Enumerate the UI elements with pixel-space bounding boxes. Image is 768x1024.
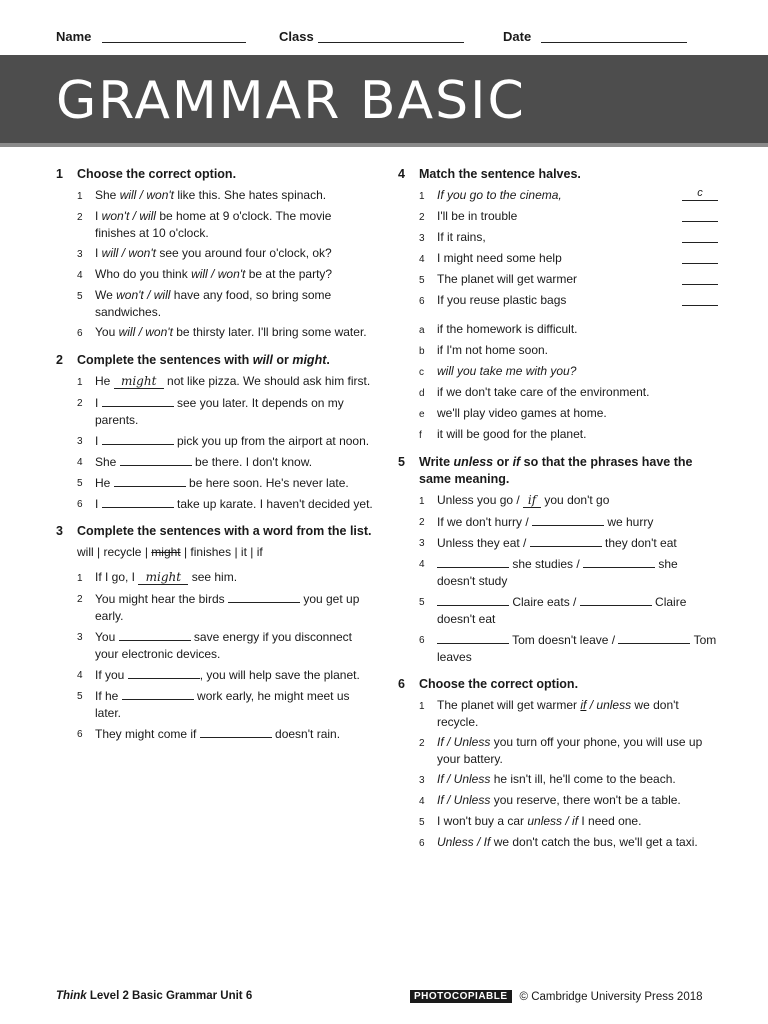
item-number: a — [419, 325, 425, 336]
list-item — [56, 666, 374, 684]
answer-example: if — [523, 494, 541, 508]
item-number: 4 — [419, 796, 425, 807]
section-6 — [398, 676, 718, 852]
item-number: 2 — [419, 738, 425, 749]
answer-blank[interactable] — [583, 555, 655, 568]
text: be thirsty later. I'll bring some water. — [172, 325, 367, 339]
options[interactable]: If / Unless — [437, 735, 491, 749]
text: like this. She hates spinach. — [174, 188, 327, 202]
answer-blank[interactable] — [530, 534, 602, 547]
list-item — [398, 734, 718, 768]
item-text — [95, 324, 374, 342]
separator: | — [141, 545, 152, 559]
item-number: 6 — [77, 328, 83, 339]
item-number: 5 — [419, 817, 425, 828]
list-item — [56, 394, 374, 429]
page-title: GRAMMAR BASIC — [56, 71, 526, 131]
footer-copyright — [410, 990, 703, 1003]
text: I — [95, 246, 102, 260]
text: work early, he might meet us later. — [95, 689, 350, 720]
list-item: 3 Unless they eat / they don't eat — [419, 536, 677, 550]
list-item — [398, 342, 718, 360]
item-number: 2 — [77, 594, 83, 605]
answer-blank[interactable] — [119, 628, 191, 641]
text: If you — [95, 668, 128, 682]
text: I need one. — [578, 814, 642, 828]
list-item: 4 she studies / she doesn't study — [419, 557, 678, 588]
item-text — [95, 394, 374, 429]
section-2 — [56, 352, 374, 513]
list-item — [398, 697, 718, 731]
text: have any food, so bring some sandwiches. — [95, 288, 332, 319]
item-text: The planet will get warmer — [437, 272, 578, 286]
text: be home at 9 o'clock. The movie finishes at 10 o'clock. — [95, 209, 332, 240]
item-text — [95, 187, 374, 205]
text: The planet will get warmer — [437, 698, 581, 712]
item-number: 3 — [419, 233, 425, 244]
answer-blank[interactable] — [437, 593, 509, 606]
text: will you take me with you? — [437, 364, 577, 378]
selected-option: if — [580, 698, 587, 712]
item-number: 5 — [77, 691, 83, 702]
list-item — [56, 628, 374, 663]
item-number: 2 — [77, 212, 83, 223]
section-title: Choose the correct option. — [77, 167, 237, 181]
item-text — [95, 495, 374, 513]
item-number: 3 — [77, 632, 83, 643]
item-number: 1 — [419, 701, 425, 712]
word-bank — [77, 544, 374, 561]
separator: | — [246, 545, 257, 559]
item-text — [437, 771, 718, 789]
answer-blank[interactable] — [618, 631, 690, 644]
list-item — [398, 792, 718, 810]
text: He — [95, 476, 114, 490]
answer-blank[interactable] — [122, 687, 194, 700]
item-text — [437, 813, 718, 831]
list-item — [56, 187, 374, 205]
item-text — [95, 687, 374, 722]
options[interactable]: will / won't — [118, 325, 173, 339]
options[interactable]: will / won't — [101, 246, 156, 260]
text: save energy if you disconnect your electronic devices. — [95, 630, 353, 661]
list-item — [398, 405, 718, 423]
list-item — [56, 453, 374, 471]
item-text — [437, 342, 718, 360]
item-number: 5 — [419, 275, 425, 286]
item-number: 2 — [419, 212, 425, 223]
text: She — [95, 188, 120, 202]
item-number: 6 — [77, 499, 83, 510]
text: take up karate. I haven't decided yet. — [173, 497, 373, 511]
answer-example: might — [114, 375, 164, 389]
list-item: 1 Unless you go / if you don't go — [419, 493, 610, 507]
section-title: Write unless or if so that the phrases have the same meaning. — [419, 455, 693, 486]
answer-blank[interactable] — [102, 394, 174, 407]
list-item: 6 Tom doesn't leave / Tom leaves — [419, 633, 717, 664]
item-text — [95, 666, 374, 684]
list-item — [398, 771, 718, 789]
section-number: 5 — [398, 455, 405, 469]
item-text — [95, 725, 374, 743]
match-item — [398, 187, 718, 205]
item-number: f — [419, 430, 422, 441]
text: , you will help save the planet. — [199, 668, 360, 682]
options[interactable]: won't / will — [116, 288, 171, 302]
item-text: If you go to the cinema, — [437, 188, 562, 202]
class-line — [318, 42, 464, 43]
section-number: 6 — [398, 677, 405, 691]
text: You — [95, 630, 119, 644]
match-answer-blank[interactable] — [682, 250, 718, 264]
list-item: 5 Claire eats / Claire doesn't eat — [419, 595, 687, 626]
match-answer-blank[interactable] — [682, 292, 718, 306]
text: She — [95, 455, 120, 469]
list-item — [56, 208, 374, 242]
match-item — [398, 250, 718, 268]
item-text — [95, 287, 374, 321]
text: pick you up from the airport at noon. — [173, 434, 370, 448]
item-text — [437, 384, 718, 402]
list-item — [398, 384, 718, 402]
options[interactable]: will / won't — [191, 267, 246, 281]
text: you get up early. — [95, 592, 360, 623]
section-number: 3 — [56, 524, 63, 538]
section-number: 4 — [398, 167, 405, 181]
list-item — [398, 813, 718, 831]
item-text: If you reuse plastic bags — [437, 293, 567, 307]
item-number: 4 — [419, 254, 425, 265]
section-5 — [398, 454, 718, 666]
answer-blank[interactable] — [120, 453, 192, 466]
item-number: 2 — [77, 398, 83, 409]
word-bank-item: recycle — [103, 545, 142, 559]
item-text — [95, 628, 374, 663]
section-title: Complete the sentences with a word from the list. — [77, 524, 372, 538]
match-item — [398, 208, 718, 226]
section-number: 2 — [56, 353, 63, 367]
item-text — [95, 245, 374, 263]
section-number: 1 — [56, 167, 63, 181]
match-answer-blank[interactable]: c — [682, 187, 718, 201]
item-number: 1 — [77, 191, 83, 202]
text: They might come if — [95, 727, 200, 741]
separator: | — [231, 545, 241, 559]
item-number: 1 — [419, 191, 425, 202]
answer-blank[interactable] — [102, 495, 174, 508]
options[interactable]: If / Unless — [437, 793, 491, 807]
match-answer-blank[interactable] — [682, 271, 718, 285]
item-number: 5 — [77, 478, 83, 489]
text: I — [95, 497, 102, 511]
match-answer-blank[interactable] — [682, 208, 718, 222]
item-number: 6 — [419, 296, 425, 307]
item-number: 3 — [77, 436, 83, 447]
left-column — [56, 166, 374, 753]
item-number: 6 — [419, 838, 425, 849]
text: be here soon. He's never late. — [185, 476, 349, 490]
word-bank-item: if — [256, 545, 263, 559]
answer-blank[interactable] — [228, 590, 300, 603]
item-text — [95, 208, 374, 242]
list-item: 1 He might not like pizza. We should ask him first. — [77, 374, 371, 388]
text: you reserve, there won't be a table. — [490, 793, 681, 807]
item-text — [95, 432, 374, 450]
answer-example: might — [138, 571, 188, 585]
answer-blank[interactable] — [437, 555, 509, 568]
text: we don't recycle. — [437, 698, 679, 729]
photocopiable-badge: PHOTOCOPIABLE — [410, 990, 512, 1003]
section-title: Match the sentence halves. — [419, 167, 581, 181]
word-bank-item: will — [77, 545, 94, 559]
list-item — [398, 426, 718, 444]
name-line — [102, 42, 246, 43]
item-text — [95, 453, 374, 471]
item-text — [437, 363, 718, 381]
item-number: 3 — [77, 249, 83, 260]
match-item — [398, 292, 718, 310]
item-number: d — [419, 388, 425, 399]
item-text — [437, 697, 718, 731]
text: see you around four o'clock, ok? — [155, 246, 332, 260]
separator: | — [93, 545, 104, 559]
text: If he — [95, 689, 122, 703]
separator: | — [180, 545, 191, 559]
answer-blank[interactable] — [128, 666, 200, 679]
section-4 — [398, 166, 718, 444]
name-label: Name — [56, 29, 92, 44]
item-number: 6 — [77, 729, 83, 740]
item-number: c — [419, 367, 424, 378]
text: You — [95, 325, 119, 339]
item-text: If it rains, — [437, 230, 486, 244]
item-text — [437, 734, 718, 768]
item-number: b — [419, 346, 425, 357]
item-text: I'll be in trouble — [437, 209, 518, 223]
text: we don't catch the bus, we'll get a taxi. — [490, 835, 698, 849]
text: if I'm not home soon. — [437, 343, 549, 357]
list-item: 2 If we don't hurry / we hurry — [419, 515, 654, 529]
text: if the homework is difficult. — [437, 322, 578, 336]
text: if we don't take care of the environment. — [437, 385, 650, 399]
answer-blank[interactable] — [114, 474, 186, 487]
date-label: Date — [503, 29, 532, 44]
class-label: Class — [279, 29, 314, 44]
options[interactable]: won't / will — [101, 209, 156, 223]
answer-blank[interactable] — [580, 593, 652, 606]
item-text — [437, 792, 718, 810]
item-text: I might need some help — [437, 251, 562, 265]
answer-blank[interactable] — [102, 432, 174, 445]
list-item — [398, 321, 718, 339]
item-text — [95, 590, 374, 625]
options[interactable]: / unless — [586, 698, 632, 712]
list-item — [56, 266, 374, 284]
text: it will be good for the planet. — [437, 427, 587, 441]
answer-blank[interactable] — [200, 725, 272, 738]
item-number: 3 — [419, 775, 425, 786]
list-item — [56, 287, 374, 321]
match-answer-blank[interactable] — [682, 229, 718, 243]
section-3 — [56, 523, 374, 743]
item-text — [437, 426, 718, 444]
item-number: 4 — [77, 457, 83, 468]
list-item — [56, 432, 374, 450]
text: I — [95, 209, 102, 223]
text: he isn't ill, he'll come to the beach. — [490, 772, 676, 786]
text: You might hear the birds — [95, 592, 228, 606]
item-text — [437, 321, 718, 339]
list-item — [398, 834, 718, 852]
item-text — [95, 266, 374, 284]
item-number: 4 — [77, 270, 83, 281]
title-banner — [0, 55, 768, 147]
word-bank-item: finishes — [190, 545, 232, 559]
word-bank-item: might — [151, 545, 181, 559]
text: I — [95, 434, 102, 448]
text: be at the party? — [245, 267, 333, 281]
text: I won't buy a car — [437, 814, 528, 828]
item-text — [437, 405, 718, 423]
text: be there. I don't know. — [191, 455, 313, 469]
text: doesn't rain. — [271, 727, 341, 741]
list-item — [56, 324, 374, 342]
section-title: Complete the sentences with will or might. — [77, 353, 330, 367]
copyright-text: © Cambridge University Press 2018 — [519, 990, 703, 1003]
item-number: 5 — [77, 291, 83, 302]
options[interactable]: Unless / If — [437, 835, 491, 849]
text: We — [95, 288, 117, 302]
options[interactable]: will / won't — [119, 188, 174, 202]
text: you turn off your phone, you will use up your battery. — [437, 735, 703, 766]
options[interactable]: If / Unless — [437, 772, 491, 786]
list-item — [56, 245, 374, 263]
item-text — [437, 834, 718, 852]
text: I — [95, 396, 102, 410]
list-item — [56, 725, 374, 743]
list-item — [56, 590, 374, 625]
item-text — [95, 474, 374, 492]
item-number: e — [419, 409, 425, 420]
list-item — [398, 363, 718, 381]
word-bank-item: it — [240, 545, 247, 559]
match-item — [398, 229, 718, 247]
answer-blank[interactable] — [532, 513, 604, 526]
list-item: 1 If I go, I might see him. — [77, 570, 238, 584]
list-item — [56, 495, 374, 513]
section-1 — [56, 166, 374, 342]
text: Who do you think — [95, 267, 192, 281]
item-number: 4 — [77, 670, 83, 681]
options[interactable]: unless / if — [527, 814, 579, 828]
match-item — [398, 271, 718, 289]
text: we'll play video games at home. — [437, 406, 607, 420]
right-column — [398, 166, 718, 862]
text: see you later. It depends on my parents. — [95, 396, 344, 427]
list-item — [56, 474, 374, 492]
section-title: Choose the correct option. — [419, 677, 579, 691]
list-item — [56, 687, 374, 722]
answer-blank[interactable] — [437, 631, 509, 644]
date-line — [541, 42, 687, 43]
footer-book: Think Level 2 Basic Grammar Unit 6 — [56, 990, 253, 1002]
